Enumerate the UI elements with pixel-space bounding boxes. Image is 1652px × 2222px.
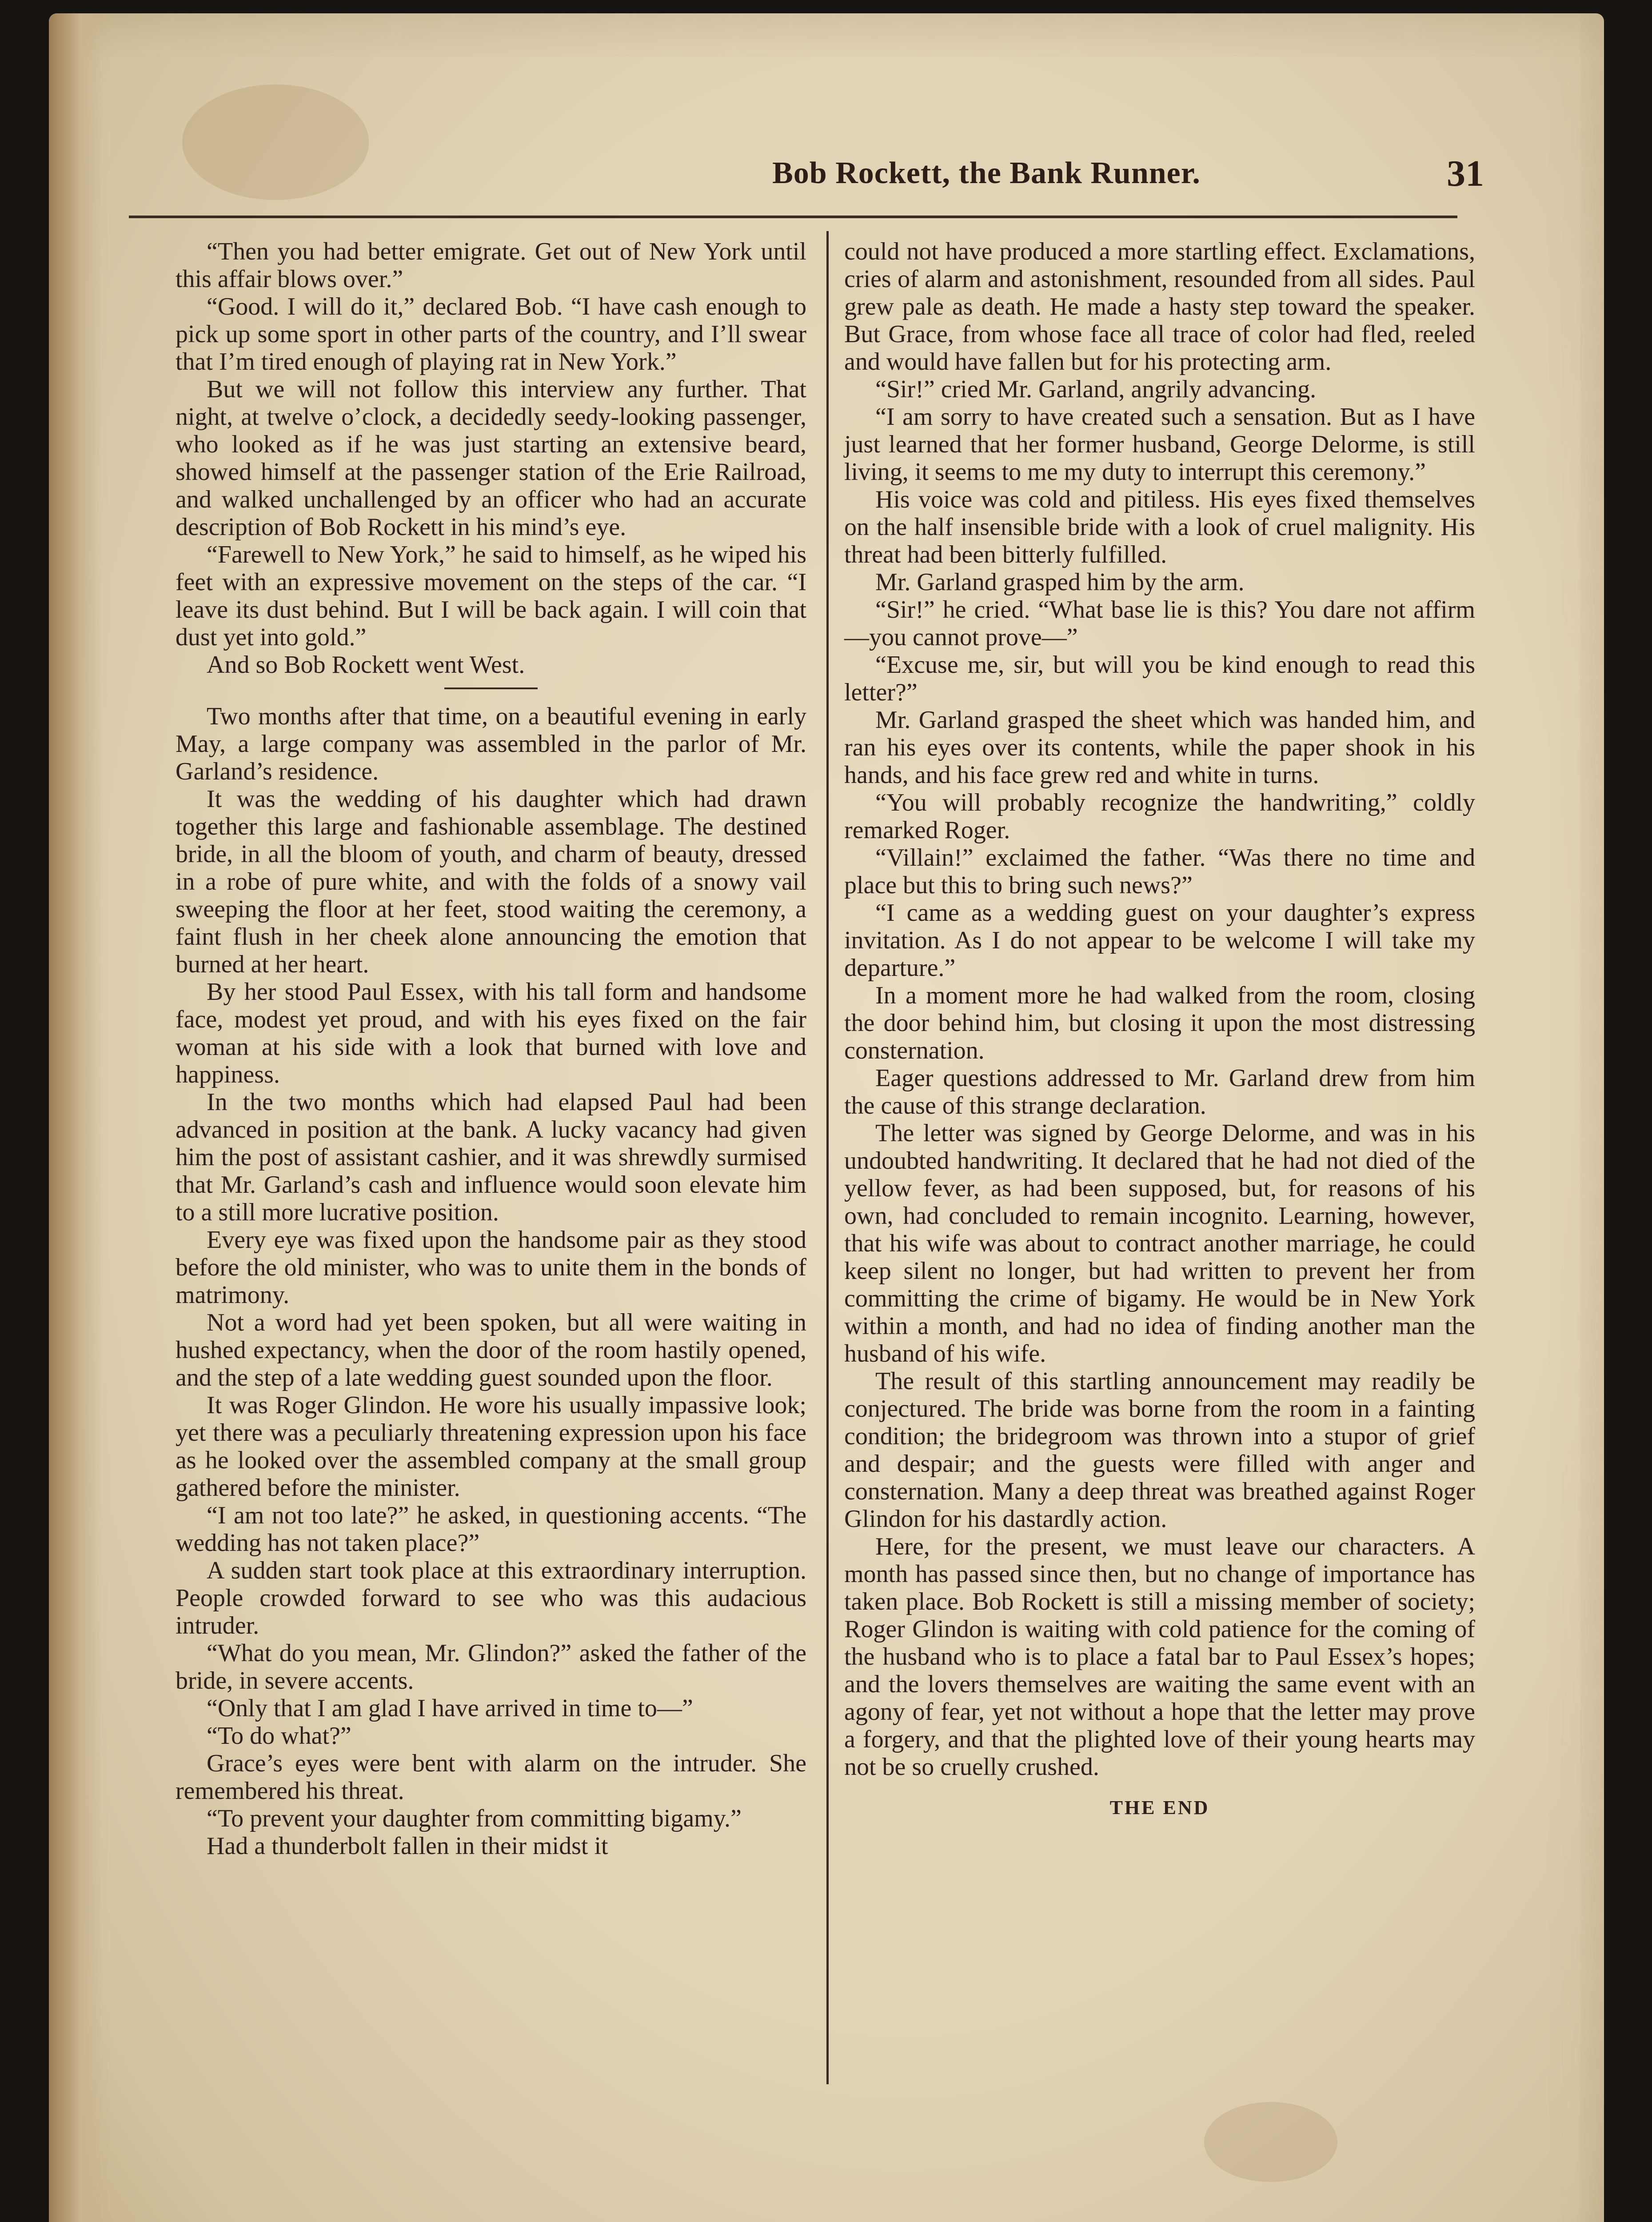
- paragraph: Every eye was fixed upon the handsome pair as they stood before the old minister, who was to unite them in the bonds of matrimony.: [176, 1226, 806, 1309]
- paragraph: “I am sorry to have created such a sensation. But as I have just learned that her former husband, George Delorme, is still living, it seems to me my duty to interrupt this ceremony.”: [844, 403, 1475, 486]
- page-number: 31: [1447, 153, 1484, 194]
- paragraph: “What do you mean, Mr. Glindon?” asked the father of the bride, in severe accents.: [176, 1639, 806, 1694]
- header-rule: [129, 216, 1457, 218]
- paragraph: “Villain!” exclaimed the father. “Was there no time and place but this to bring such news?”: [844, 844, 1475, 899]
- paragraph: And so Bob Rockett went West.: [207, 651, 525, 679]
- left-column: [176, 238, 806, 1860]
- paragraph: Here, for the present, we must leave our characters. A month has passed since then, but no change of importance has taken place. Bob Rockett is still a missing member of society; Roger Glindon is waiting with cold patience for the coming of the husband who is to place a fatal bar to Paul Essex’s hopes; and the lovers themselves are waiting the same event with an agony of fear, yet not without a hope that the letter may prove a forgery, and that the plighted love of their young hearts may not be so cruelly crushed.: [844, 1533, 1475, 1781]
- paragraph: Mr. Garland grasped him by the arm.: [875, 568, 1245, 596]
- page-header: [489, 153, 1484, 204]
- paragraph: “Excuse me, sir, but will you be kind enough to read this letter?”: [844, 651, 1475, 706]
- paragraph: Eager questions addressed to Mr. Garland drew from him the cause of this strange declaration.: [844, 1064, 1475, 1119]
- paragraph: Two months after that time, on a beautiful evening in early May, a large company was assembled in the parlor of Mr. Garland’s residence.: [176, 703, 806, 785]
- paragraph: “I came as a wedding guest on your daughter’s express invitation. As I do not appear to be welcome I will take my departure.”: [844, 899, 1475, 982]
- paragraph: “To prevent your daughter from committing bigamy.”: [207, 1805, 742, 1832]
- paragraph: “To do what?”: [207, 1722, 351, 1750]
- paragraph: “Farewell to New York,” he said to himself, as he wiped his feet with an expressive movement on the steps of the car. “I leave its dust behind. But I will be back again. I will coin that dust yet into gold.”: [176, 541, 806, 651]
- paragraph: “Only that I am glad I have arrived in time to—”: [207, 1694, 693, 1722]
- paragraph: Not a word had yet been spoken, but all were waiting in hushed expectancy, when the door of the room hastily opened, and the step of a late wedding guest sounded upon the floor.: [176, 1309, 806, 1391]
- paper-stain: [182, 84, 369, 200]
- paragraph: “Sir!” he cried. “What base lie is this? You dare not affirm—you cannot prove—”: [844, 596, 1475, 651]
- paragraph: In a moment more he had walked from the room, closing the door behind him, but closing it upon the most distressing consternation.: [844, 982, 1475, 1064]
- section-break-rule: [444, 687, 538, 689]
- right-column: [844, 238, 1475, 1822]
- paragraph: “You will probably recognize the handwriting,” coldly remarked Roger.: [844, 789, 1475, 844]
- paragraph: The result of this startling announcement may readily be conjectured. The bride was borne from the room in a fainting condition; the bridegroom was thrown into a stupor of grief and despair; and the guests were filled with anger and consternation. Many a deep threat was breathed against Roger Glindon for his dastardly action.: [844, 1367, 1475, 1533]
- paragraph: But we will not follow this interview any further. That night, at twelve o’clock, a decidedly seedy-looking passenger, who looked as if he was just starting an extensive beard, showed himself at the passenger station of the Erie Railroad, and walked unchallenged by an officer who had an accurate description of Bob Rockett in his mind’s eye.: [176, 376, 806, 541]
- paragraph: Mr. Garland grasped the sheet which was handed him, and ran his eyes over its contents, while the paper shook in his hands, and his face grew red and white in turns.: [844, 706, 1475, 789]
- paragraph: “Then you had better emigrate. Get out of New York until this affair blows over.”: [176, 238, 806, 293]
- paragraph: It was the wedding of his daughter which had drawn together this large and fashionable assemblage. The destined bride, in all the bloom of youth, and charm of beauty, dressed in a robe of pure white, and with the folds of a snowy vail sweeping the floor at her feet, stood waiting the ceremony, a faint flush in her cheek alone announcing the emotion that burned at her heart.: [176, 785, 806, 978]
- paragraph: A sudden start took place at this extraordinary interruption. People crowded forward to see who was this audacious intruder.: [176, 1557, 806, 1639]
- paragraph: Had a thunderbolt fallen in their midst it: [207, 1832, 608, 1860]
- paragraph: “Good. I will do it,” declared Bob. “I have cash enough to pick up some sport in other parts of the country, and I’ll swear that I’m tired enough of playing rat in New York.”: [176, 293, 806, 376]
- paragraph: By her stood Paul Essex, with his tall form and handsome face, modest yet proud, and with his eyes fixed on the fair woman at his side with a look that burned with love and happiness.: [176, 978, 806, 1088]
- the-end-label: THE END: [1109, 1797, 1210, 1818]
- column-divider: [826, 231, 829, 2084]
- paragraph: It was Roger Glindon. He wore his usually impassive look; yet there was a peculiarly threatening expression upon his face as he looked over the assembled company at the small group gathered before the minister.: [176, 1391, 806, 1502]
- page-spine-shadow: [49, 13, 102, 2222]
- paragraph: In the two months which had elapsed Paul had been advanced in position at the bank. A lucky vacancy had given him the post of assistant cashier, and it was shrewdly surmised that Mr. Garland’s cash and influence would soon elevate him to a still more lucrative position.: [176, 1088, 806, 1226]
- paragraph: “Sir!” cried Mr. Garland, angrily advancing.: [875, 376, 1317, 403]
- running-head: Bob Rockett, the Bank Runner.: [772, 156, 1201, 190]
- paper-stain: [1204, 2102, 1337, 2182]
- paragraph: The letter was signed by George Delorme, and was in his undoubted handwriting. It declared that he had not died of the yellow fever, as had been supposed, but, for reasons of his own, had concluded to remain incognito. Learning, however, that his wife was about to contract another marriage, he could keep silent no longer, but had written to prevent her from committing the crime of bigamy. He would be in New York within a month, and had no idea of finding another man the husband of his wife.: [844, 1119, 1475, 1367]
- paragraph: could not have produced a more startling effect. Exclamations, cries of alarm and astonishment, resounded from all sides. Paul grew pale as death. He made a hasty step toward the speaker. But Grace, from whose face all trace of color had fled, reeled and would have fallen but for his protecting arm.: [844, 238, 1475, 376]
- paragraph: “I am not too late?” he asked, in questioning accents. “The wedding has not taken place?”: [176, 1502, 806, 1557]
- paragraph: Grace’s eyes were bent with alarm on the intruder. She remembered his threat.: [176, 1750, 806, 1805]
- paragraph: His voice was cold and pitiless. His eyes fixed themselves on the half insensible bride with a look of cruel malignity. His threat had been bitterly fulfilled.: [844, 486, 1475, 568]
